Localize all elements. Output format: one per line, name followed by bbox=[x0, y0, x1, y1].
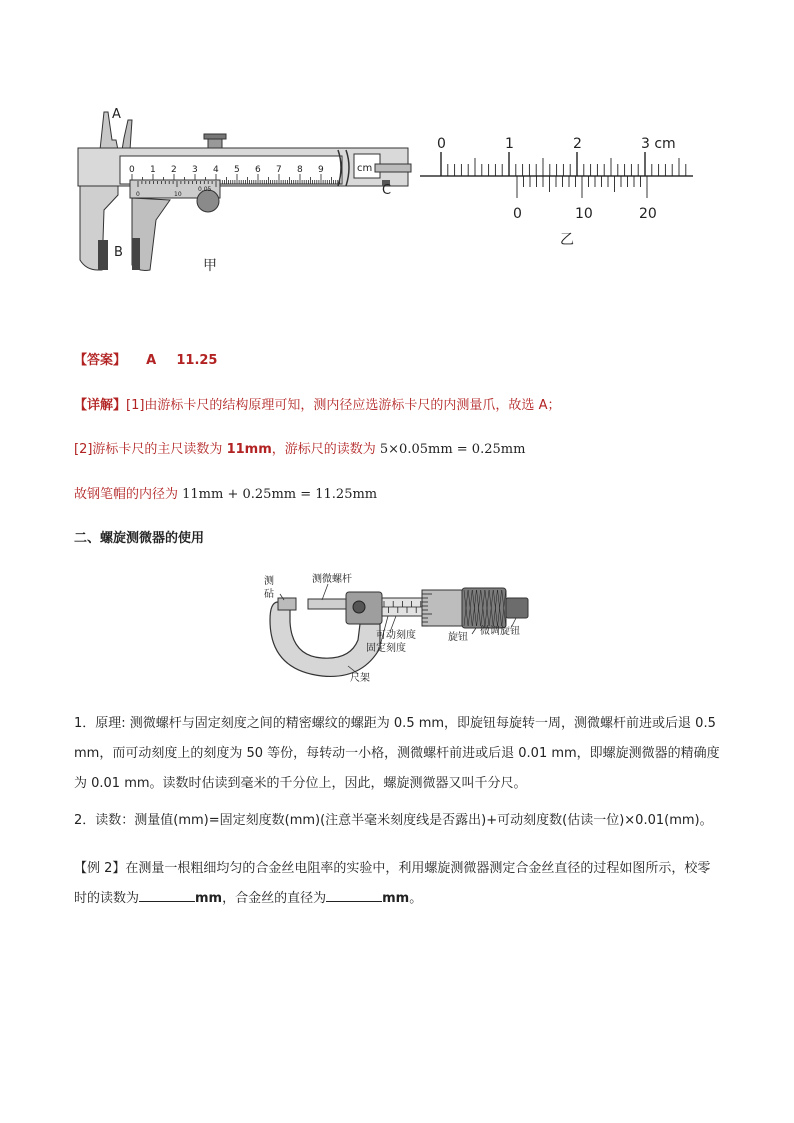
vernier-number: 10 bbox=[174, 191, 182, 198]
diameter-blank[interactable] bbox=[326, 889, 382, 902]
yi-vernier-scale-ticks bbox=[517, 176, 647, 198]
label-frame: 尺架 bbox=[350, 673, 370, 684]
example-text-mid: ，合金丝的直径为 bbox=[222, 891, 327, 906]
answer-line bbox=[74, 352, 217, 370]
label-b: B bbox=[114, 245, 123, 260]
reading-paragraph: 2．读数：测量值(mm)=固定刻度数(mm)(注意半毫米刻度线是否露出)+可动刻度数(估读一位)×0.01(mm)。 bbox=[74, 813, 713, 828]
yi-main-scale-ticks bbox=[441, 152, 686, 176]
detail-line2-prefix: [2]游标卡尺的主尺读数为 bbox=[74, 442, 227, 457]
detail-tag: 【详解】 bbox=[74, 398, 127, 413]
vernier-precision: 0.05 bbox=[198, 186, 212, 193]
lock-icon bbox=[353, 601, 365, 613]
detail-line2-formula: 5×0.05mm = 0.25mm bbox=[379, 442, 526, 457]
main-scale-number: 0 bbox=[129, 165, 135, 175]
yi-main-1: 1 bbox=[505, 136, 514, 152]
detail-text-1: [1]由游标卡尺的结构原理可知，测内径应选游标卡尺的内测量爪，故选 A； bbox=[126, 398, 561, 413]
detail-line-3 bbox=[74, 486, 377, 504]
vernier-scale-figure-yi bbox=[415, 128, 700, 253]
label-anvil-1: 测 bbox=[264, 576, 274, 587]
main-scale-number: 3 bbox=[192, 165, 198, 175]
detail-line2-mid: ，游标尺的读数为 bbox=[271, 442, 380, 457]
example-unit-2: mm bbox=[382, 891, 410, 906]
label-c: C bbox=[382, 183, 392, 198]
micrometer-anvil bbox=[278, 598, 296, 610]
label-jia: 甲 bbox=[203, 258, 217, 274]
answer-value-a: A bbox=[146, 353, 157, 368]
main-scale-number: 9 bbox=[318, 165, 324, 175]
example-text-end: 。 bbox=[409, 891, 423, 906]
main-scale-number: 5 bbox=[234, 165, 240, 175]
detail-line3-prefix: 故钢笔帽的内径为 bbox=[74, 487, 183, 502]
main-scale-number: 4 bbox=[213, 165, 219, 175]
main-scale-number: 1 bbox=[150, 165, 156, 175]
micrometer-fine-knob bbox=[506, 598, 528, 618]
principle-paragraph: 1．原理: 测微螺杆与固定刻度之间的精密螺纹的螺距为 0.5 mm，即旋钮每旋转一周，测微螺杆前进或后退 0.5 mm，而可动刻度上的刻度为 50 等份，每转动一小格，测微螺杆前进或后退 0.01 mm，即螺旋测微器的精确度为 0.01 mm。读数时估读到毫米的千分位上，因此，螺旋测微器又叫千分尺。 bbox=[74, 716, 720, 791]
example-text-before: 在测量一根粗细均匀的合金丝电阻率的实验中，利用螺旋测微器测定合金丝直径的过程如图所示，校零时的读数为 bbox=[74, 861, 711, 906]
answer-tag: 【答案】 bbox=[74, 353, 127, 368]
main-scale-number: 7 bbox=[276, 165, 282, 175]
unit-cm: cm bbox=[357, 163, 373, 174]
label-spindle: 测微螺杆 bbox=[312, 574, 352, 585]
label-fixed-scale: 固定刻度 bbox=[366, 643, 406, 654]
yi-main-2: 2 bbox=[573, 136, 582, 152]
main-scale-number: 8 bbox=[297, 165, 303, 175]
detail-line2-bold: 11mm bbox=[226, 442, 272, 457]
yi-vernier-20: 20 bbox=[639, 206, 657, 222]
thimble bbox=[422, 590, 462, 626]
label-a: A bbox=[112, 107, 121, 122]
yi-main-0: 0 bbox=[437, 136, 446, 152]
detail-line-1 bbox=[74, 397, 560, 415]
vernier-number: 0 bbox=[136, 191, 140, 198]
detail-line-2 bbox=[74, 441, 525, 459]
yi-vernier-10: 10 bbox=[575, 206, 593, 222]
label-yi: 乙 bbox=[560, 232, 574, 248]
zero-reading-blank[interactable] bbox=[139, 889, 195, 902]
micrometer-spindle bbox=[308, 599, 348, 609]
answer-value-b: 11.25 bbox=[176, 353, 218, 368]
yi-vernier-0: 0 bbox=[513, 206, 522, 222]
main-scale-number: 6 bbox=[255, 165, 261, 175]
detail-line3-formula: 11mm + 0.25mm = 11.25mm bbox=[182, 487, 378, 502]
main-scale-number: 2 bbox=[171, 165, 177, 175]
example-tag: 【例 2】 bbox=[74, 861, 126, 876]
label-knob: 旋钮 bbox=[448, 632, 468, 643]
label-thimble-scale: 可动刻度 bbox=[376, 630, 416, 641]
example-unit-1: mm bbox=[195, 891, 223, 906]
section-heading: 二、螺旋测微器的使用 bbox=[74, 531, 205, 546]
vernier-caliper-figure bbox=[70, 100, 420, 285]
yi-main-3: 3 cm bbox=[641, 136, 676, 152]
micrometer-figure bbox=[262, 570, 537, 685]
label-fine-knob: 微调旋钮 bbox=[480, 626, 520, 637]
example-paragraph bbox=[74, 854, 722, 914]
label-anvil-2: 砧 bbox=[264, 589, 274, 600]
